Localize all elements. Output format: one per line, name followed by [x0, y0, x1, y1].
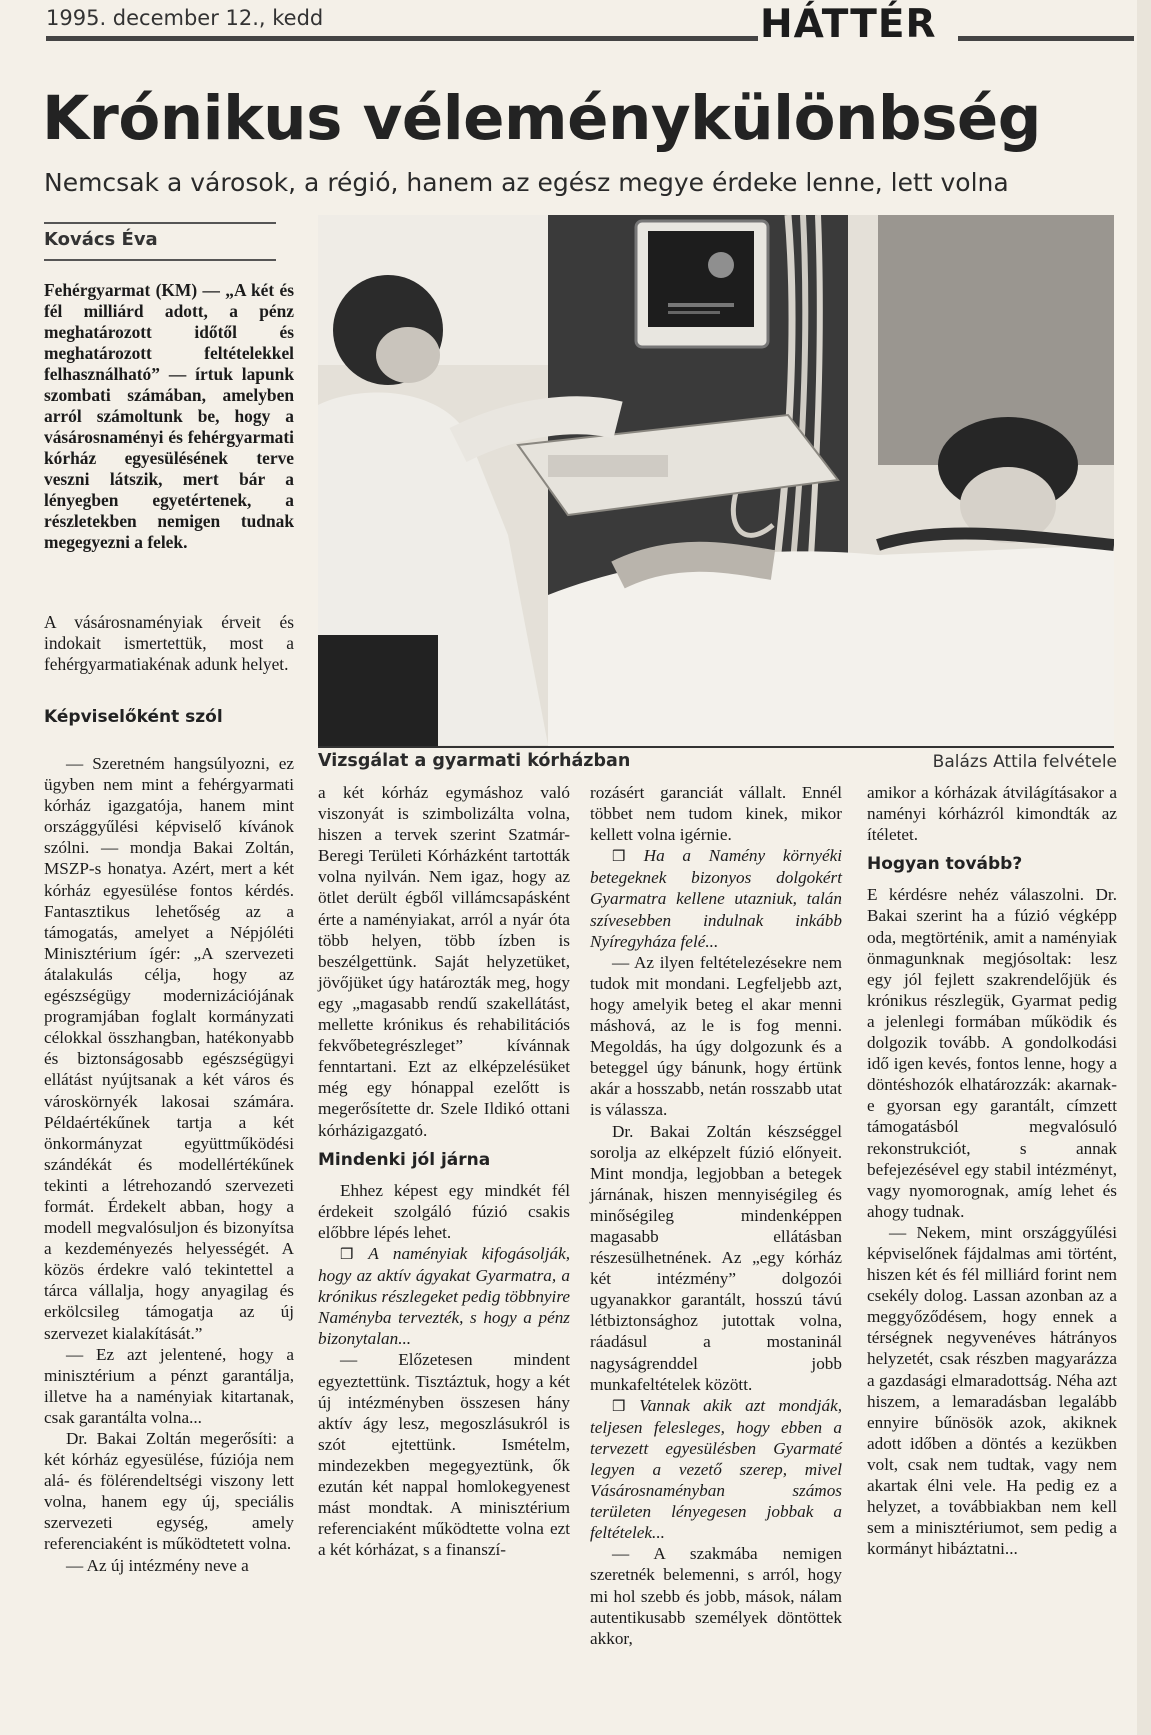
question-text: Ha a Namény környéki betegeknek bizonyos dolgokért Gyarmatra kellene utazniuk, talán szívesebben indulnak inkább Nyíregyháza felé...	[590, 846, 842, 951]
byline-rule-top	[44, 222, 276, 224]
paragraph: rozásért garanciát vállalt. Ennél többet nem tudom kinek, mikor kellett volna igérnie.	[590, 783, 842, 845]
question-paragraph	[590, 845, 842, 951]
lead-paragraph: Fehérgyarmat (KM) — „A két és fél milliárd adott, a pénz meghatározott időtől és meghatározott feltételekkel felhasználható” — írtuk lapunk szombati számában, amelyben arról számoltunk be, hogy a vásárosnaményi és fehérgyarmati kórház egyesülésének terve veszni látszik, mert bár a lényegben egyetértenek, a részletekben nemigen tudnak megegyezni a felek.	[44, 280, 294, 552]
question-marker-icon: ❒	[612, 1396, 640, 1415]
question-text: A naményiak kifogásolják, hogy az aktív ágyakat Gyarmatra, a krónikus részlegeket pedig többnyire Naményba tervezték, s hogy a pénz bizonytalan...	[318, 1243, 570, 1349]
question-paragraph	[318, 1243, 570, 1349]
article-photo	[318, 215, 1114, 746]
paragraph: Dr. Bakai Zoltán megerősíti: a két kórház egyesülése, fúziója nem alá- és fölérendeltségi viszony lett volna, hanem egy új, speciális szervezeti egység, amely referenciaként is működtetett volna.	[44, 1429, 294, 1554]
question-paragraph	[590, 1395, 842, 1544]
byline-rule-bottom	[44, 259, 276, 261]
intro-paragraph: A vásárosnaményiak érveit és indokait ismertettük, most a fehérgyarmatiakénak adunk helyet.	[44, 612, 294, 675]
paper-edge	[1137, 0, 1151, 1735]
issue-date: 1995. december 12., kedd	[46, 6, 324, 30]
byline: Kovács Éva	[44, 229, 158, 250]
headline: Krónikus véleménykülönbség	[42, 83, 1041, 154]
question-marker-icon: ❒	[612, 847, 644, 866]
photo-credit: Balázs Attila felvétele	[932, 752, 1117, 772]
photo-rule	[318, 746, 1114, 748]
header-rule-right	[958, 36, 1134, 41]
column-2	[318, 782, 570, 1560]
subhead-hogyan: Hogyan tovább?	[867, 854, 1023, 875]
question-marker-icon: ❒	[340, 1244, 369, 1263]
column-3	[590, 782, 842, 1649]
ultrasound-photo-illustration	[318, 215, 1114, 746]
subheadline: Nemcsak a városok, a régió, hanem az egész megye érdeke lenne, lett volna	[44, 168, 1009, 197]
paragraph: — Nekem, mint országgyűlési képviselőnek fájdalmas ami történt, hiszen két és fél milliárd forint nem csekély dolog. Lassan azonban az a meggyőződésem, hogy ennek a térségnek negyvenéves hátrányos helyzetét, csak részben magyarázza a gazdasági elmaradottság. Néha azt hiszem, a lemaradásban legalább ennyire bűnösök azok, akiknek adott időben a döntés a kezükben volt, csak nem tudtak, vagy nem akartak élni vele. Ha pedig ez a helyzet, a továbbiakban nem kell sem a minisztériumot, sem pedig a kormányt hibáztatni...	[867, 1222, 1117, 1559]
paragraph: — Az új intézmény neve a	[66, 1555, 249, 1575]
header-rule	[46, 36, 758, 41]
paragraph: — A szakmába nemigen szeretnék belemenni, s arról, hogy mi hol szebb és jobb, mások, nálam autentikusabb személyek döntöttek akkor,	[590, 1544, 842, 1648]
paragraph: Ehhez képest egy mindkét fél érdekeit szolgáló fúzió csakis előbbre lépés lehet.	[318, 1180, 570, 1242]
question-text: Vannak akik azt mondják, teljesen felesleges, hogy ebben a tervezett egyesülésben Gyarmaté legyen a vezető szerep, mivel Vásárosnaményban számos területen lényegesen jobbak a feltételek...	[590, 1395, 842, 1543]
paragraph: — Szeretném hangsúlyozni, ez ügyben nem mint a fehérgyarmati kórház igazgatója, hanem mint országgyűlési képviselő kívánok szólni. — mondja Bakai Zoltán, MSZP-s honatya. Azért, mert a két kórház egyesülése fontos kérdés. Fantasztikus lehetőség az a támogatás, amelyet a Népjóléti Minisztérium ígér: „A szervezeti átalakulás célja, hogy az egészségügy modernizációjának programjában foglalt kormányzati célokkal összhangban, hatékonyabb és biztonságosabb egészségügyi ellátást nyújtsanak a két város és városkörnyék lakosai számára. Példaértékűnek tartja a két önkormányzat együttműködési szándékát és modellértékűnek tekinti a létrehozandó szervezeti formát. Érdekelt abban, hogy a modell megvalósuljon és bizonyítsa a kezdeményezés helyességét. A közös érdekre való tekintettel a tárca vállalja, hogy anyagilag és erkölcsileg támogatja az új szervezet kialakítását.”	[44, 754, 294, 1343]
paragraph: Dr. Bakai Zoltán készséggel sorolja az elképzelt fúzió előnyeit. Mint mondja, legjobban a betegek járnának, hiszen mennyiségileg és minőségileg mindenképpen magasabb ellátásban részesülhetnének. Az „egy kórház két intézmény” dolgozói ugyanakkor garantált, hosszú távú létbiztonsághoz jutottak volna, ráadásul a mostaninál nagyságrenddel jobb munkafeltételek között.	[590, 1121, 842, 1394]
subhead-kepviselokent: Képviselőként szól	[44, 707, 223, 727]
paragraph: E kérdésre nehéz válaszolni. Dr. Bakai szerint ha a fúzió végképp oda, megtörténik, amit a naményiak önmagunknak megjósoltak: lesz egy jól fejlett szakrendelőjük és krónikus részlegük, Gyarmat pedig a jelenlegi formában működik és dolgozik tovább. A gondolkodási idő igen kevés, fontos lenne, hogy a döntéshozók elhatározzák: akarnak-e gyorsan egy garantált, címzett támogatásból megvalósuló rekonstrukciót, s annak befejezésével egy stabil intézményt, vagy nyomorognak, amíg lehet és ahogy tudnak.	[867, 885, 1117, 1221]
paragraph: amikor a kórházak átvilágításakor a naményi kórházról kimondták az ítéletet.	[867, 783, 1117, 845]
column-1	[44, 753, 294, 1576]
subhead-mindenki: Mindenki jól járna	[318, 1149, 491, 1170]
column-4	[867, 782, 1117, 1559]
paragraph: — Az ilyen feltételezésekre nem tudok mit mondani. Legfeljebb azt, hogy amelyik beteg el akar menni máshová, az le is fog menni. Megoldás, ha úgy dolgozunk és a beteggel úgy bánunk, hogy értünk akár a hosszabb, netán rosszabb utat is válassza.	[590, 952, 842, 1120]
paragraph: — Ez azt jelentené, hogy a minisztérium a pénzt garantálja, illetve ha a naményiak kitartanak, csak garantálta volna...	[44, 1344, 294, 1427]
paragraph: a két kórház egymáshoz való viszonyát is szimbolizálta volna, hiszen a tervek szerint Szatmár-Beregi Területi Kórházként tartották volna nyilván. Nem igaz, hogy az ötlet derült égből villámcsapásként érte a naményiakat, arról a nyár óta több helyen, több ízben is beszélgettünk. Saját helyzetüket, jövőjüket úgy határozták meg, hogy egy „magasabb rendű szakellátást, mellette krónikus és rehabilitációs fekvőbetegrészleget” kívánnak fenntartani. Ezt az elképzelésüket még egy hónappal ezelőtt is megerősítette dr. Szele Ildikó ottani kórházigazgató.	[318, 783, 570, 1140]
section-label: HÁTTÉR	[760, 2, 937, 47]
paragraph: — Előzetesen mindent egyeztettünk. Tisztáztuk, hogy a két új intézményben összesen hány aktív ágy lesz, megoszlásukról is szót ejtettünk. Ismételm, mindezekben megegyeztünk, ők ezután két nappal homlokegyenest mást mondtak. A minisztérium referenciaként működtette volna ezt a két kórházat, s a finanszí-	[318, 1350, 570, 1560]
photo-caption: Vizsgálat a gyarmati kórházban	[318, 751, 631, 771]
